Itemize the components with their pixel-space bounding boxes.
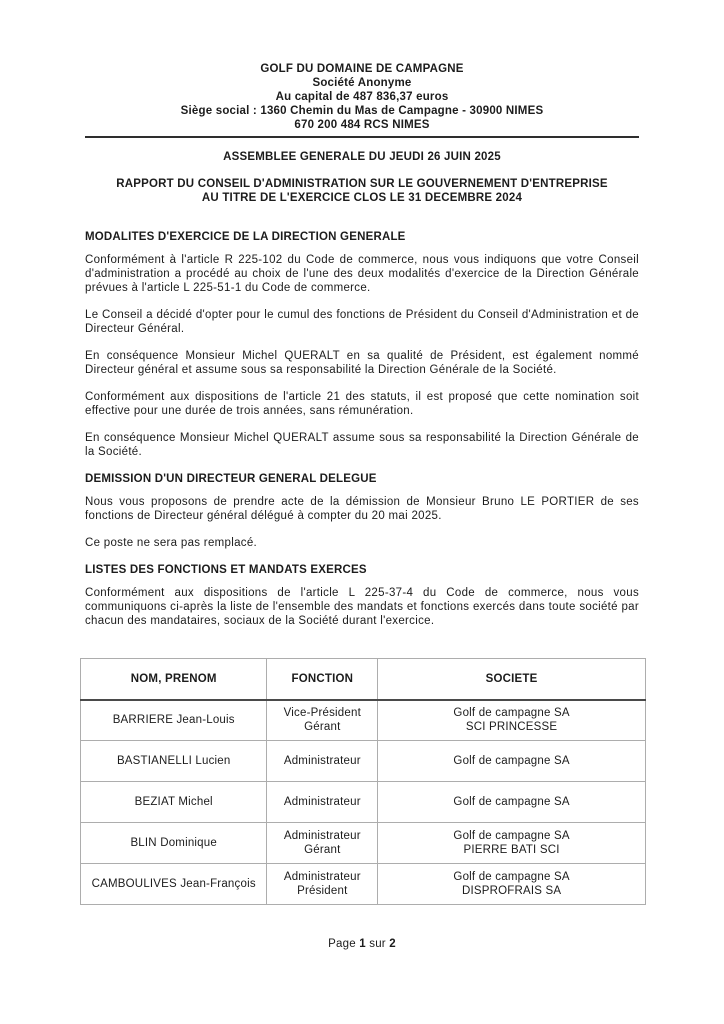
societe-line: Golf de campagne SA: [453, 755, 570, 767]
section-heading: LISTES DES FONCTIONS ET MANDATS EXERCES: [85, 564, 367, 576]
header-divider: [85, 136, 639, 138]
cell-societe: [378, 782, 646, 823]
cell-nom: CAMBOULIVES Jean-François: [81, 864, 267, 905]
section-direction-generale: [85, 230, 639, 459]
cell-societe: [378, 823, 646, 864]
report-title: [85, 177, 639, 205]
page-number: 1: [359, 938, 366, 950]
document-body: [85, 230, 639, 950]
column-header-nom-prenom: NOM, PRENOM: [81, 659, 267, 700]
mandates-table: [80, 658, 646, 905]
report-title-line-2: AU TITRE DE L'EXERCICE CLOS LE 31 DECEMBRE 2024: [201, 192, 523, 204]
cell-nom: BASTIANELLI Lucien: [81, 741, 267, 782]
societe-line: SCI PRINCESSE: [465, 721, 558, 734]
table-row: [81, 823, 646, 864]
page-of-label: sur: [369, 938, 386, 950]
meeting-title: ASSEMBLEE GENERALE DU JEUDI 26 JUIN 2025: [223, 151, 501, 163]
paragraph: En conséquence Monsieur Michel QUERALT en sa qualité de Président, est également nommé Directeur général et assume sous sa responsabilité la Direction Générale de la Société.: [85, 350, 639, 376]
societe-line: Golf de campagne SA: [453, 830, 570, 842]
section-heading: DEMISSION D'UN DIRECTEUR GENERAL DELEGUE: [85, 473, 377, 485]
societe-line: PIERRE BATI SCI: [463, 844, 560, 856]
fonction-line: Administrateur: [283, 796, 361, 808]
table-row: [81, 700, 646, 741]
cell-fonction: [267, 823, 378, 864]
societe-line: Golf de campagne SA: [453, 707, 570, 720]
cell-societe: [378, 700, 646, 741]
page-label: Page: [328, 938, 356, 950]
registered-office: Siège social : 1360 Chemin du Mas de Campagne - 30900 NIMES: [180, 105, 544, 117]
paragraph: Le Conseil a décidé d'opter pour le cumul des fonctions de Président du Conseil d'Administration et de Directeur Général.: [85, 309, 639, 335]
fonction-line: Vice-Président: [283, 707, 361, 720]
legal-form: Société Anonyme: [312, 77, 412, 89]
cell-nom: BARRIERE Jean-Louis: [81, 700, 267, 741]
table-header-row: [81, 659, 646, 700]
table-row: [81, 782, 646, 823]
paragraph: Conformément aux dispositions de l'article 21 des statuts, il est proposé que cette nomination soit effective pour une durée de trois années, sans rémunération.: [85, 391, 639, 417]
cell-fonction: [267, 741, 378, 782]
page-footer: [85, 938, 639, 950]
cell-fonction: [267, 864, 378, 905]
table-row: [81, 741, 646, 782]
paragraph: Conformément aux dispositions de l'article L 225-37-4 du Code de commerce, nous vous communiquons ci-après la liste de l'ensemble des mandats et fonctions exercés dans toute société par chacun des mandataires, sociaux de la Société durant l'exercice.: [85, 587, 639, 627]
fonction-line: Gérant: [304, 721, 341, 734]
cell-nom: BEZIAT Michel: [81, 782, 267, 823]
paragraph: En conséquence Monsieur Michel QUERALT assume sous sa responsabilité la Direction Générale de la Société.: [85, 432, 639, 458]
company-name: GOLF DU DOMAINE DE CAMPAGNE: [260, 63, 464, 75]
societe-line: Golf de campagne SA: [453, 796, 570, 808]
table-row: [81, 864, 646, 905]
societe-line: DISPROFRAIS SA: [461, 885, 562, 897]
column-header-fonction: FONCTION: [267, 659, 378, 700]
cell-fonction: [267, 700, 378, 741]
cell-societe: [378, 741, 646, 782]
paragraph: Conformément à l'article R 225-102 du Code de commerce, nous vous indiquons que votre Conseil d'administration a procédé au choix de l'une des deux modalités d'exercice de la Direction Générale prévues à l'article L 225-51-1 du Code de commerce.: [85, 254, 639, 294]
societe-line: Golf de campagne SA: [453, 871, 570, 883]
fonction-line: Administrateur: [283, 871, 361, 883]
section-heading: MODALITES D'EXERCICE DE LA DIRECTION GENERALE: [85, 231, 406, 243]
cell-nom: BLIN Dominique: [81, 823, 267, 864]
cell-societe: [378, 864, 646, 905]
report-title-line-1: RAPPORT DU CONSEIL D'ADMINISTRATION SUR LE GOUVERNEMENT D'ENTREPRISE: [116, 178, 608, 190]
fonction-line: Président: [297, 885, 348, 897]
share-capital: Au capital de 487 836,37 euros: [275, 91, 449, 103]
column-header-societe: SOCIETE: [378, 659, 646, 700]
paragraph: Nous vous proposons de prendre acte de la démission de Monsieur Bruno LE PORTIER de ses fonctions de Directeur général délégué à compter du 20 mai 2025.: [85, 496, 639, 522]
page-total: 2: [389, 938, 396, 950]
cell-fonction: [267, 782, 378, 823]
fonction-line: Gérant: [304, 844, 341, 856]
section-demission: [85, 472, 639, 550]
fonction-line: Administrateur: [283, 755, 361, 767]
fonction-line: Administrateur: [283, 830, 361, 842]
section-mandats: [85, 563, 639, 628]
company-header: [85, 62, 639, 132]
paragraph: Ce poste ne sera pas remplacé.: [85, 537, 258, 549]
rcs-number: 670 200 484 RCS NIMES: [294, 119, 430, 131]
